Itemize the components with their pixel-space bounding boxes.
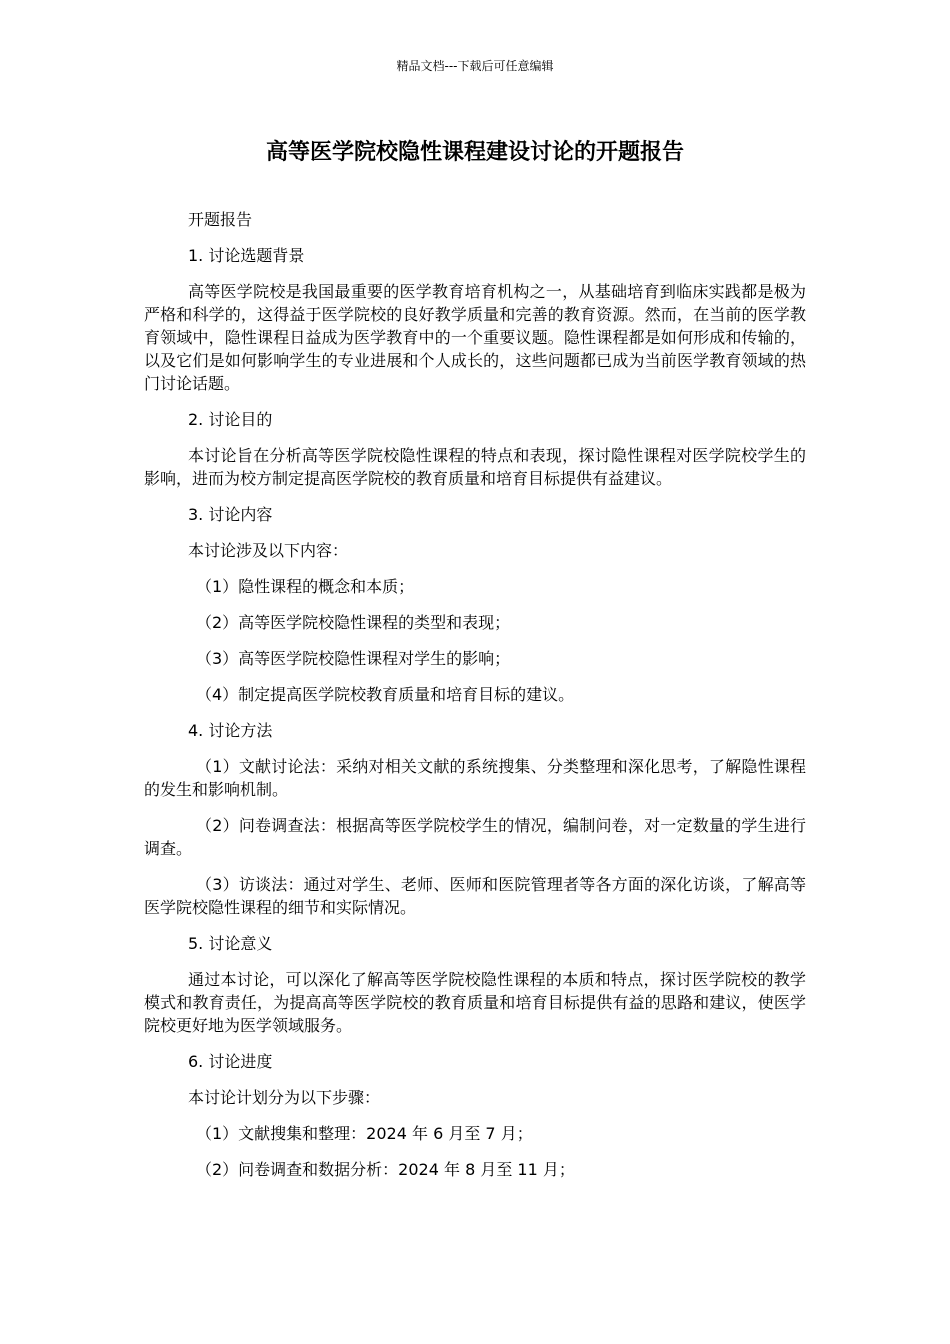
list-item: （2）高等医学院校隐性课程的类型和表现； — [196, 613, 511, 632]
list-item: （1）文献搜集和整理：2024 年 6 月至 7 月； — [196, 1124, 533, 1143]
section-heading-content: 3. 讨论内容 — [188, 505, 273, 524]
list-item: （2）问卷调查法：根据高等医学院校学生的情况，编制问卷，对一定数量的学生进行调查。 — [144, 816, 806, 858]
list-item: （4）制定提高医学院校教育质量和培育目标的建议。 — [196, 685, 575, 704]
list-item: （2）问卷调查和数据分析：2024 年 8 月至 11 月； — [196, 1160, 575, 1179]
document-body — [144, 208, 806, 1194]
list-item: （3）访谈法：通过对学生、老师、医师和医院管理者等各方面的深化访谈，了解高等医学院校隐性课程的细节和实际情况。 — [144, 875, 806, 917]
document-title: 高等医学院校隐性课程建设讨论的开题报告 — [265, 140, 684, 165]
section-lead-schedule: 本讨论计划分为以下步骤： — [188, 1088, 381, 1107]
list-item: （3）高等医学院校隐性课程对学生的影响； — [196, 649, 511, 668]
section-paragraph-background: 高等医学院校是我国最重要的医学教育培育机构之一，从基础培育到临床实践都是极为严格和科学的，这得益于医学院校的良好教学质量和完善的教育资源。然而，在当前的医学教育领域中，隐性课程日益成为医学教育中的一个重要议题。隐性课程都是如何形成和传输的，以及它们是如何影响学生的专业进展和个人成长的，这些问题都已成为当前医学教育领域的热门讨论话题。 — [144, 282, 806, 393]
section-heading-significance: 5. 讨论意义 — [188, 934, 273, 953]
section-lead-content: 本讨论涉及以下内容： — [188, 541, 349, 560]
section-heading-purpose: 2. 讨论目的 — [188, 410, 273, 429]
section-paragraph-significance: 通过本讨论，可以深化了解高等医学院校隐性课程的本质和特点，探讨医学院校的教学模式和教育责任，为提高高等医学院校的教育质量和培育目标提供有益的思路和建议，使医学院校更好地为医学领域服务。 — [144, 970, 806, 1035]
intro-label: 开题报告 — [188, 210, 253, 229]
section-paragraph-purpose: 本讨论旨在分析高等医学院校隐性课程的特点和表现，探讨隐性课程对医学院校学生的影响，进而为校方制定提高医学院校的教育质量和培育目标提供有益建议。 — [144, 446, 806, 488]
section-heading-background: 1. 讨论选题背景 — [188, 246, 305, 265]
list-item: （1）文献讨论法：采纳对相关文献的系统搜集、分类整理和深化思考，了解隐性课程的发生和影响机制。 — [144, 757, 806, 799]
list-item: （1）隐性课程的概念和本质； — [196, 577, 415, 596]
section-heading-methods: 4. 讨论方法 — [188, 721, 273, 740]
section-heading-schedule: 6. 讨论进度 — [188, 1052, 273, 1071]
page-header-note: 精品文档---下载后可任意编辑 — [396, 59, 554, 73]
